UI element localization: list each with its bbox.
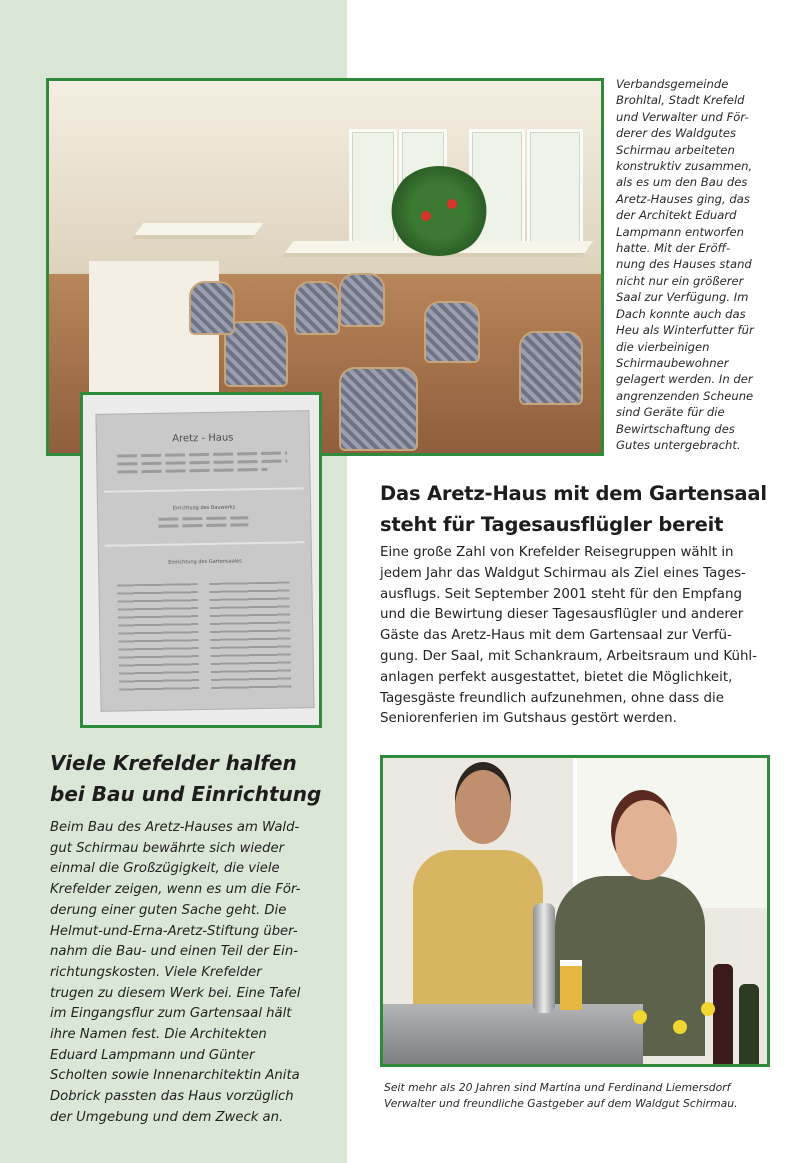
article-body-gartensaal: Eine große Zahl von Krefelder Reisegruppen wählt in jedem Jahr das Waldgut Schirmau als Ziel eines Tages- ausflugs. Seit September 2001 steht für den Empfang und die Bewirtung dieser Tagesausflügler und anderer Gäste das Aretz-Haus mit dem Gartensaal zur Verfü- gung. Der Saal, mit Schankraum, Arbeitsraum und Kühl- anlagen perfekt ausgestattet, bietet die Möglichkeit, Tagesgäste freundlich aufzunehmen, ohne dass die Seniorenferien im Gutshaus gestört werden. xyxy=(380,545,757,727)
woman-head xyxy=(615,800,677,880)
article-body-donors: Beim Bau des Aretz-Hauses am Wald- gut Schirmau bewährte sich wieder einmal die Großzügigkeit, die viele Krefelder zeigen, wenn es um die För- derung einer guten Sache geht. Die Helmut-und-Erna-Aretz-Stiftung über- nahm die Bau- und einen Teil der Ein- richtungskosten. Viele Krefelder trugen zu diesem Werk bei. Eine Tafel im Eingangsflur zum Gartensaal hält ihre Namen fest. Die Architekten Eduard Lampmann und Günter Scholten sowie Innenarchitektin Anita Dobrick passten das Haus vorzüglich der Umgebung und dem Zweck an. xyxy=(50,820,301,1125)
hosts-photo xyxy=(380,755,770,1067)
plaque-divider xyxy=(104,487,304,492)
daffodil xyxy=(633,1010,647,1024)
wine-bottle xyxy=(739,984,759,1064)
chair xyxy=(339,273,385,327)
beer-tap xyxy=(533,903,555,1013)
room-window xyxy=(527,129,583,245)
plaque-text-line xyxy=(117,468,267,474)
article-heading-gartensaal: Das Aretz-Haus mit dem Gartensaal steht für Tagesausflügler bereit xyxy=(380,482,767,536)
flower xyxy=(421,211,431,221)
article-heading-donors: Viele Krefelder halfen bei Bau und Einrichtung xyxy=(50,751,322,806)
daffodil xyxy=(673,1020,687,1034)
sidebar-caption: Verbandsgemeinde Brohltal, Stadt Krefeld und Verwalter und För- derer des Waldgutes Schirmau arbeiteten konstruktiv zusammen, als es um den Bau des Aretz-Hauses ging, das der Architekt Eduard Lampmann entworfen hatte. Mit der Eröff- nung des Hauses stand nicht nur ein größerer Saal zur Verfügung. Im Dach konnte auch das Heu als Winterfutter für die vierbeinigen Schirmaubewohner gelagert werden. In der angrenzenden Scheune sind Geräte für die Bewirtschaftung des Gutes untergebracht. xyxy=(616,77,754,452)
steel-sink xyxy=(383,1004,643,1064)
hosts-photo-caption: Seit mehr als 20 Jahren sind Martina und Ferdinand Liemersdorf Verwalter und freundliche Gastgeber auf dem Waldgut Schirmau. xyxy=(384,1081,738,1110)
flower-arrangement xyxy=(389,166,489,256)
chair xyxy=(339,367,418,451)
chair xyxy=(424,301,480,363)
donor-plaque-photo xyxy=(80,392,322,728)
man-head xyxy=(455,770,511,844)
plaque-text-line xyxy=(158,516,248,521)
plaque-section-heading: Errichtung des Bauwerks xyxy=(172,504,236,512)
plaque-text-line xyxy=(117,460,287,466)
plaque-divider xyxy=(105,541,305,546)
chair xyxy=(294,281,340,335)
flower xyxy=(447,199,457,209)
man-figure xyxy=(413,850,543,1020)
dining-table xyxy=(135,223,263,235)
plaque-text-line xyxy=(158,523,248,528)
chair xyxy=(189,281,235,335)
room-window xyxy=(349,129,397,245)
wine-bottle xyxy=(713,964,733,1064)
plaque-name-column xyxy=(117,583,199,694)
plaque-name-column xyxy=(209,582,291,693)
plaque-title: Aretz - Haus xyxy=(172,432,234,445)
chair xyxy=(519,331,583,405)
plaque-text-line xyxy=(117,452,287,458)
donor-plaque xyxy=(96,411,313,711)
beer-glass xyxy=(560,960,582,1010)
plaque-section-heading: Einrichtung des Gartensaales xyxy=(168,558,242,566)
daffodil xyxy=(701,1002,715,1016)
